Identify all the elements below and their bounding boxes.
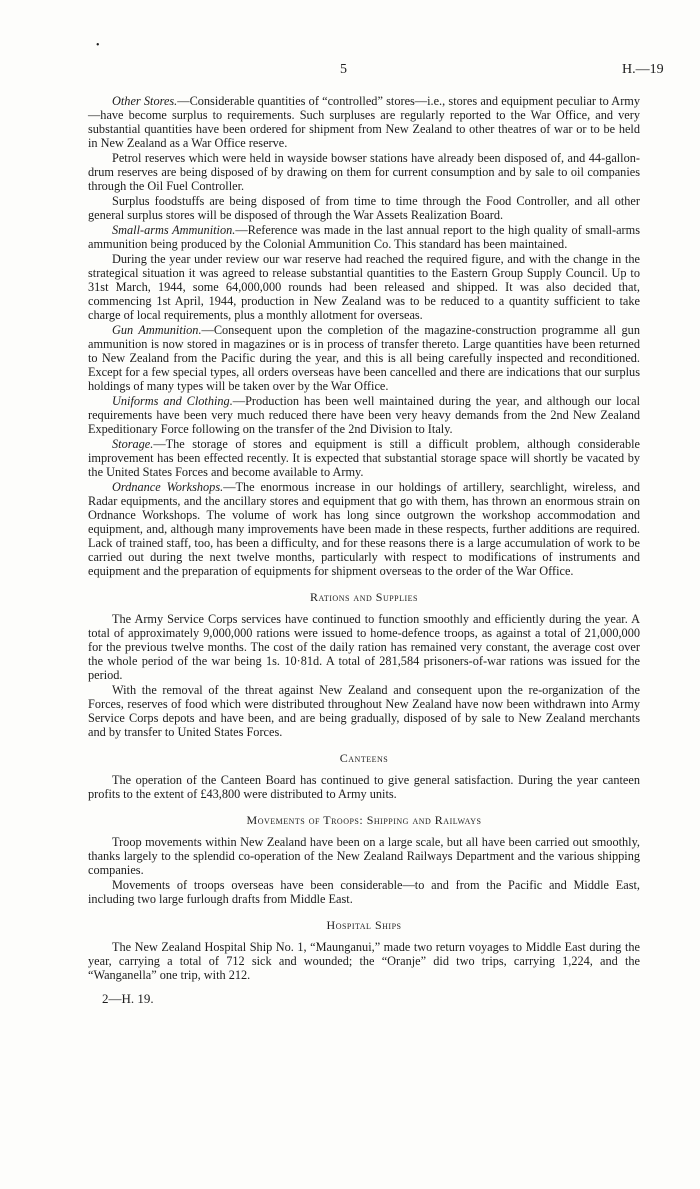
paragraph-canteen-board: The operation of the Canteen Board has continued to give general satisfaction. During the year canteen profits to the extent of £43,800 were distributed to Army units. [88,773,640,801]
bullet-mark: • [96,40,100,51]
document-body [88,94,640,1006]
paragraph-uniforms [88,394,640,436]
paragraph-lead: Small-arms Ammunition. [112,223,236,237]
page-number: 5 [340,62,347,77]
paragraph-lead: Gun Ammunition. [112,323,202,337]
page-signature: 2—H. 19. [102,991,154,1006]
paragraph-foodstuffs: Surplus foodstuffs are being disposed of from time to time through the Food Controller, and all other general surplus stores will be disposed of through the War Assets Realization Board. [88,194,640,222]
paragraph-petrol: Petrol reserves which were held in wayside bowser stations have already been disposed of, and 44-gallon-drum reserves are being disposed of by drawing on them for current consumption and by sale to oil companies through the Oil Fuel Controller. [88,151,640,193]
paragraph-ordnance-workshops [88,480,640,578]
paragraph-text: —The enormous increase in our holdings of artillery, searchlight, wireless, and Radar equipments, and the ancillary stores and equipment that go with them, has thrown an enormous strain on Ordnance Workshops. The volume of work has long since outgrown the workshop accommodation and equipment, and, although many improvements have been made in these respects, further additions are required. Lack of trained staff, too, has been a difficulty, and for these reasons there is a large accumulation of work to be carried out during the next twelve months, particularly with respect to modifications of instruments and equipment and the preparation of equipments for shipment overseas to the order of the War Office. [88,480,640,578]
document-reference: H.—19 [622,62,664,77]
paragraph-gun-ammunition [88,323,640,393]
paragraph-asc-services: The Army Service Corps services have continued to function smoothly and efficiently during the year. A total of approximately 9,000,000 rations were issued to home-defence troops, as against a total of 21,000,000 for the previous twelve months. The cost of the daily ration has remained very constant, the average cost over the whole period of the war being 1s. 10·81d. A total of 281,584 prisoners-of-war rations was issued for the period. [88,612,640,682]
paragraph-troop-movements: Troop movements within New Zealand have been on a large scale, but all have been carried out smoothly, thanks largely to the splendid co-operation of the New Zealand Railways Department and the various shipping companies. [88,835,640,877]
paragraph-text: —Production has been well maintained during the year, and although our local requirements have been very much reduced there have been very heavy demands from the 2nd New Zealand Expeditionary Force following on the transfer of the 2nd Division to Italy. [88,394,640,436]
paragraph-lead: Storage. [112,437,154,451]
paragraph-war-reserve: During the year under review our war reserve had reached the required figure, and with the change in the strategical situation it was agreed to release substantial quantities to the Eastern Group Supply Council. Up to 31st March, 1944, some 64,000,000 rounds had been released and shipped. It was also decided that, commencing 1st April, 1944, production in New Zealand was to be reduced to a quantity sufficient to take charge of local requirements, plus a monthly allotment for overseas. [88,252,640,322]
paragraph-food-reserves: With the removal of the threat against New Zealand and consequent upon the re-organization of the Forces, reserves of food which were distributed throughout New Zealand have now been withdrawn into Army Service Corps depots and have been, and are being gradually, disposed of by sale to New Zealand merchants and by transfer to United States Forces. [88,683,640,739]
paragraph-storage [88,437,640,479]
paragraph-hospital-ship: The New Zealand Hospital Ship No. 1, “Maunganui,” made two return voyages to Middle East during the year, carrying a total of 712 sick and wounded; the “Oranje” did two trips, carrying 1,224, and the “Wanganella” one trip, with 212. [88,940,640,982]
paragraph-text: —Consequent upon the completion of the magazine-construction programme all gun ammunition is now stored in magazines or is in process of transfer thereto. Large quantities have been returned to New Zealand from the Pacific during the year, and this is all being carefully inspected and reconditioned. Except for a few special types, all orders overseas have been cancelled and there are indications that our surplus holdings of many types will be taken over by the War Office. [88,323,640,393]
paragraph-lead: Ordnance Workshops. [112,480,224,494]
paragraph-small-arms [88,223,640,251]
paragraph-text: —The storage of stores and equipment is still a difficult problem, although considerable improvement has been effected recently. It is expected that substantial storage space will shortly be vacated by the United States Forces and become available to Army. [88,437,640,479]
paragraph-lead: Other Stores. [112,94,178,108]
section-heading-movements: Movements of Troops: Shipping and Railways [246,813,482,827]
paragraph-overseas-movements: Movements of troops overseas have been considerable—to and from the Pacific and Middle East, including two large furlough drafts from Middle East. [88,878,640,906]
section-heading-hospital-ships: Hospital Ships [326,918,402,932]
paragraph-lead: Uniforms and Clothing. [112,394,233,408]
paragraph-text: —Considerable quantities of “controlled” stores—i.e., stores and equipment peculiar to Army—have become surplus to requirements. Such surpluses are regularly reported to the War Office, and very substantial quantities have been ordered for shipment from New Zealand to other theatres of war or to be held in New Zealand as a War Office reserve. [88,94,640,150]
section-heading-canteens: Canteens [339,751,389,765]
paragraph-other-stores [88,94,640,150]
paragraph-text: —Reference was made in the last annual report to the high quality of small-arms ammunition being produced by the Colonial Ammunition Co. This standard has been maintained. [88,223,640,251]
section-heading-rations: Rations and Supplies [309,590,419,604]
